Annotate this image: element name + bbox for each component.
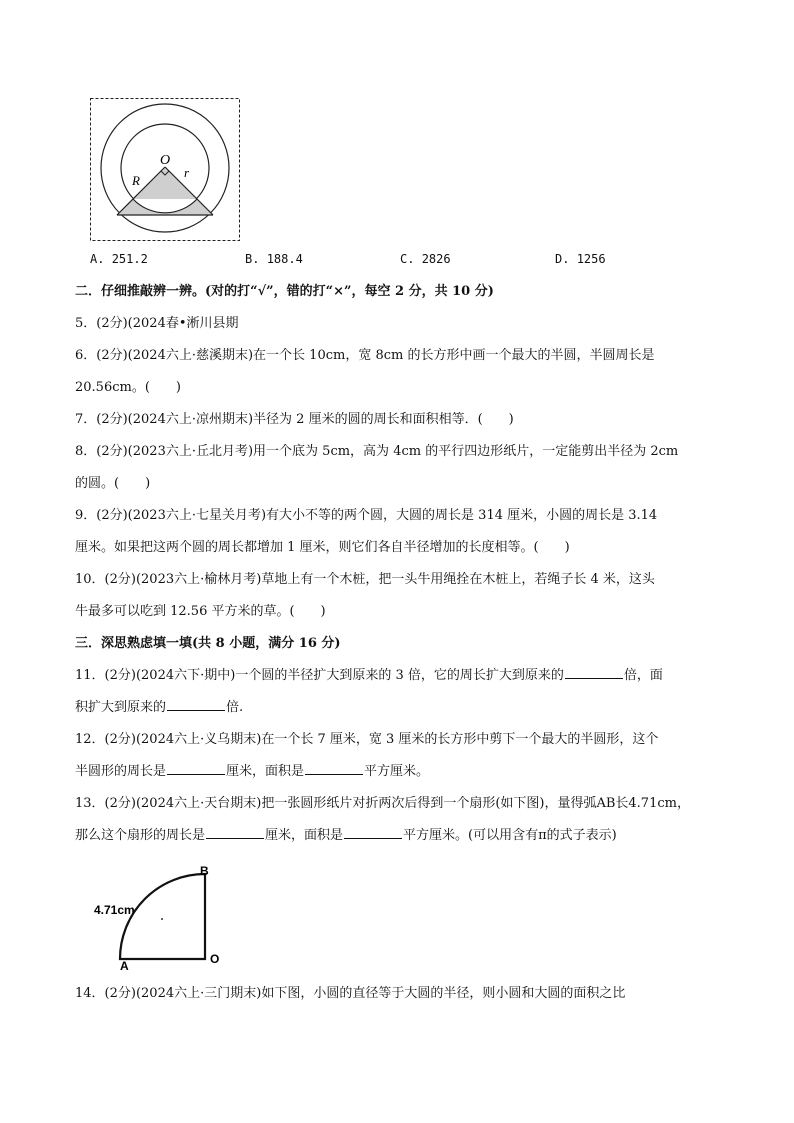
answer-blank[interactable]	[344, 826, 402, 839]
point-a-label: A	[120, 959, 129, 973]
question-10-line-1: 10．(2分)(2023六上·榆林月考)草地上有一个木桩，把一头牛用绳拴在木桩上，若绳子长 4 米，这头	[75, 572, 655, 587]
question-8-line-1: 8．(2分)(2023六上·丘北月考)用一个底为 5cm，高为 4cm 的平行四边形纸片，一定能剪出半径为 2cm	[75, 444, 679, 459]
section-3-title: 三．深思熟虑填一填(共 8 小题，满分 16 分)	[75, 636, 341, 651]
option-letter: B.	[245, 252, 260, 266]
option-letter: C.	[400, 252, 415, 266]
option-letter: D.	[555, 252, 570, 266]
question-10-line-2: 牛最多可以吃到 12.56 平方米的草。( )	[75, 604, 326, 619]
q13-text: 平方厘米。(可以用含有π的式子表示)	[403, 828, 617, 843]
question-13-line-2	[75, 826, 617, 846]
concentric-circles-figure	[90, 98, 240, 241]
q11-text: 积扩大到原来的	[75, 700, 167, 715]
q13-text: 那么这个扇形的周长是	[75, 828, 206, 843]
question-12-line-2	[75, 762, 429, 782]
question-9-line-2: 厘米。如果把这两个圆的周长都增加 1 厘米，则它们各自半径增加的长度相等。( )	[75, 540, 570, 555]
answer-blank[interactable]	[206, 826, 264, 839]
section-2-title: 二．仔细推敲辨一辨。(对的打“√”，错的打“×”，每空 2 分，共 10 分)	[75, 284, 494, 299]
question-5: 5．(2分)(2024春•淅川县期	[75, 316, 239, 331]
option-value: 251.2	[111, 252, 148, 266]
question-6-line-1: 6．(2分)(2024六上·慈溪期末)在一个长 10cm，宽 8cm 的长方形中画一个最大的半圆，半圆周长是	[75, 348, 655, 363]
option-d	[555, 252, 606, 266]
option-letter: A.	[90, 252, 105, 266]
question-8-line-2: 的圆。( )	[75, 476, 151, 491]
option-b	[245, 252, 303, 266]
point-b-label: B	[200, 864, 209, 878]
option-value: 1256	[576, 252, 606, 266]
question-12-line-1: 12．(2分)(2024六上·义乌期末)在一个长 7 厘米，宽 3 厘米的长方形中剪下一个最大的半圆形，这个	[75, 732, 659, 747]
center-dot	[161, 918, 163, 920]
q12-text: 半圆形的周长是	[75, 764, 167, 779]
q13-text: 厘米，面积是	[265, 828, 344, 843]
question-11-line-1	[75, 666, 663, 686]
answer-blank[interactable]	[167, 698, 225, 711]
option-value: 2826	[421, 252, 451, 266]
option-value: 188.4	[266, 252, 303, 266]
question-11-line-2	[75, 698, 243, 718]
question-6-line-2: 20.56cm。( )	[75, 380, 181, 395]
small-radius-label: r	[184, 165, 190, 180]
answer-blank[interactable]	[305, 762, 363, 775]
center-label: O	[160, 153, 171, 168]
q11-text: 倍，面	[623, 668, 663, 683]
q11-text: 倍.	[226, 700, 244, 715]
question-9-line-1: 9．(2分)(2023六上·七星关月考)有大小不等的两个圆，大圆的周长是 314 厘米，小圆的周长是 3.14	[75, 508, 658, 523]
big-radius-label: R	[132, 173, 140, 188]
option-a	[90, 252, 148, 266]
answer-blank[interactable]	[167, 762, 225, 775]
sector-figure	[90, 864, 230, 974]
question-14: 14．(2分)(2024六上·三门期末)如下图，小圆的直径等于大圆的半径，则小圆和大圆的面积之比	[75, 986, 626, 1001]
arc-length-label: 4.71cm	[94, 903, 135, 917]
q11-text: 11．(2分)(2024六下·期中)一个圆的半径扩大到原来的 3 倍，它的周长扩大到原来的	[75, 668, 564, 683]
q12-text: 平方厘米。	[364, 764, 430, 779]
point-o-label: O	[210, 952, 220, 966]
option-c	[400, 252, 451, 266]
question-7: 7．(2分)(2024六上·凉州期末)半径为 2 厘米的圆的周长和面积相等．( )	[75, 412, 514, 427]
question-13-line-1: 13．(2分)(2024六上·天台期末)把一张圆形纸片对折两次后得到一个扇形(如下图)，量得弧AB长4.71cm，	[75, 796, 690, 811]
answer-blank[interactable]	[565, 666, 623, 679]
q12-text: 厘米，面积是	[226, 764, 305, 779]
